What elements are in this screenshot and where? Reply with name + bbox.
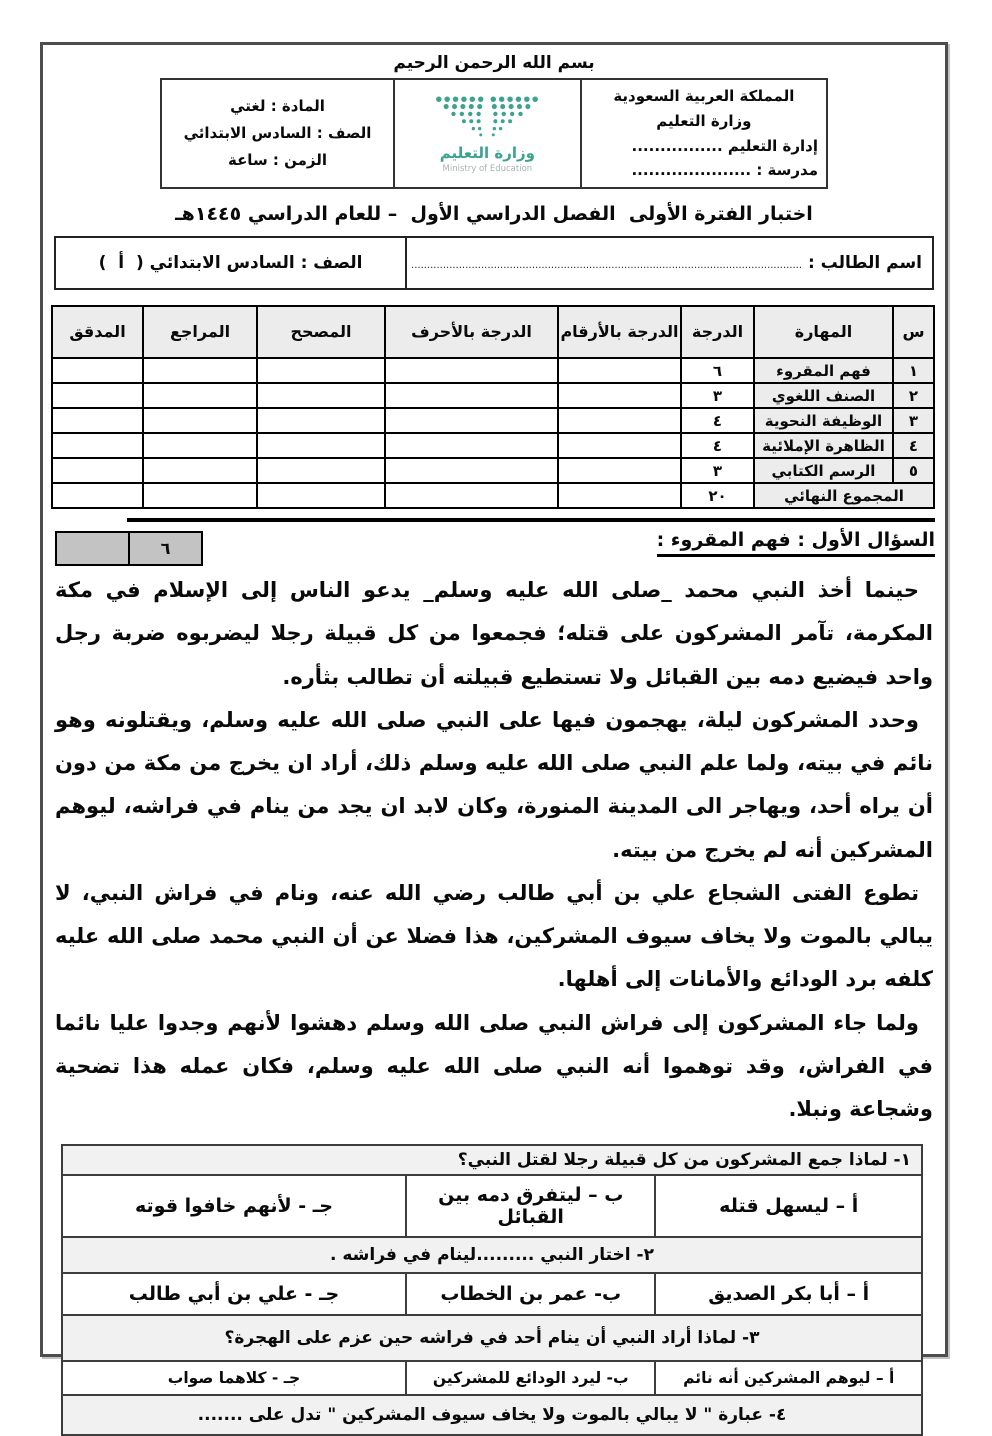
time-line: الزمن : ساعة bbox=[227, 151, 328, 169]
section1-score-box bbox=[55, 531, 203, 566]
question-1-option-c: جـ - لأنهم خافوا قوته bbox=[62, 1175, 406, 1237]
skill-grade: ٦ bbox=[681, 358, 754, 383]
section1-title: السؤال الأول : فهم المقروء : bbox=[657, 529, 935, 557]
blank-cell bbox=[143, 458, 257, 483]
blank-cell bbox=[52, 408, 143, 433]
question-1-row bbox=[62, 1145, 922, 1175]
student-name-field[interactable]: ........................................................................................................................... bbox=[411, 260, 803, 271]
skill-grade: ٤ bbox=[681, 433, 754, 458]
question-2-option-a: أ – أبا بكر الصديق bbox=[655, 1273, 922, 1315]
blank-cell bbox=[143, 383, 257, 408]
blank-cell bbox=[385, 358, 558, 383]
blank-cell bbox=[52, 433, 143, 458]
grades-header-row bbox=[52, 306, 934, 358]
question-3-text: ٣- لماذا أراد النبي أن ينام أحد في فراشه حين عزم على الهجرة؟ bbox=[62, 1315, 922, 1361]
exam-title: اختبار الفترة الأولى الفصل الدراسي الأول – للعام الدراسي ١٤٤٥هـ bbox=[175, 203, 813, 225]
blank-cell bbox=[143, 358, 257, 383]
question-2-row bbox=[62, 1237, 922, 1273]
passage-paragraph: وحدد المشركون ليلة، يهجمون فيها على النبي صلى الله عليه وسلم، ويقتلونه وهو نائم في بيته، ولما علم النبي صلى الله عليه وسلم ذلك، أراد ان يخرج من مكة من دون أن يراه أحد، ويهاجر الى المدينة المنورة، وكان لابد ان يجد من ينام في فراشه، ليوهم المشركين أنه لم يخرج من بيته. bbox=[55, 707, 933, 862]
blank-cell bbox=[385, 483, 558, 508]
skill-row bbox=[52, 408, 934, 433]
blank-cell bbox=[52, 358, 143, 383]
skill-row bbox=[52, 458, 934, 483]
grade-line: الصف : السادس الابتدائي bbox=[183, 124, 372, 142]
question-1-option-a: أ – ليسهل قتله bbox=[655, 1175, 922, 1237]
passage-paragraph: ولما جاء المشركون إلى فراش النبي صلى الله وسلم دهشوا لأنهم وجدوا عليا نائما في الفراش، وقد توهموا أنه النبي صلى الله عليه وسلم، فكان عمله هذا تضحية وشجاعة ونبلا. bbox=[55, 1010, 933, 1121]
col-grade-letters: الدرجة بالأحرف bbox=[385, 306, 558, 358]
total-value: ٢٠ bbox=[681, 483, 754, 508]
skill-name: الرسم الكتابي bbox=[754, 458, 893, 483]
blank-cell bbox=[558, 458, 681, 483]
question-4-row bbox=[62, 1395, 922, 1435]
question-2-text: ٢- اختار النبي .........لينام في فراشه . bbox=[62, 1237, 922, 1273]
col-auditor: المدقق bbox=[52, 306, 143, 358]
school-line: مدرسة : ..................... bbox=[631, 161, 818, 180]
edu-admin-line: إدارة التعليم ................ bbox=[631, 136, 818, 155]
section1-header bbox=[53, 529, 935, 566]
blank-cell bbox=[52, 483, 143, 508]
question-3-options bbox=[62, 1361, 922, 1395]
kingdom-line: المملكة العربية السعودية bbox=[613, 87, 795, 105]
skill-name: الظاهرة الإملائية bbox=[754, 433, 893, 458]
blank-cell bbox=[385, 458, 558, 483]
class-section-label: الصف : السادس الابتدائي ( أ ) bbox=[55, 237, 406, 289]
total-row bbox=[52, 483, 934, 508]
blank-cell bbox=[558, 408, 681, 433]
col-grade: الدرجة bbox=[681, 306, 754, 358]
skill-grade: ٤ bbox=[681, 408, 754, 433]
question-2-option-b: ب- عمر بن الخطاب bbox=[406, 1273, 655, 1315]
page-frame bbox=[40, 42, 948, 1426]
question-3-row bbox=[62, 1315, 922, 1361]
section1-score-value: ٦ bbox=[129, 532, 202, 565]
col-number: س bbox=[893, 306, 934, 358]
skill-grade: ٣ bbox=[681, 458, 754, 483]
row-number: ٣ bbox=[893, 408, 934, 433]
blank-cell bbox=[558, 483, 681, 508]
blank-cell bbox=[257, 383, 385, 408]
passage-paragraph: تطوع الفتى الشجاع علي بن أبي طالب رضي الله عنه، ونام في فراش النبي، لا يبالي بالموت ولا يخاف سيوف المشركين، هذا فضلا عن أن النبي محمد صلى الله عليه كلفه برد الودائع والأمانات إلى أهلها. bbox=[55, 880, 933, 992]
logo-english-text: Ministry of Education bbox=[442, 163, 533, 174]
ministry-logo bbox=[394, 79, 581, 188]
exam-info-cell bbox=[161, 79, 394, 188]
blank-cell bbox=[257, 433, 385, 458]
question-1-text: ١- لماذا جمع المشركون من كل قبيلة رجلا لقتل النبي؟ bbox=[62, 1145, 922, 1175]
skill-row bbox=[52, 433, 934, 458]
row-number: ٢ bbox=[893, 383, 934, 408]
blank-cell bbox=[257, 358, 385, 383]
blank-cell bbox=[558, 383, 681, 408]
blank-cell bbox=[257, 458, 385, 483]
blank-cell bbox=[558, 358, 681, 383]
passage-paragraph: حينما أخذ النبي محمد _صلى الله عليه وسلم_ يدعو الناس إلى الإسلام في مكة المكرمة، تآمر المشركون على قتله؛ فجمعوا من كل قبيلة رجلا ليضربوه ضربة رجل واحد فيضيع دمه بين القبائل ولا تستطيع قبيلته أن تطالب بثأره. bbox=[55, 578, 933, 689]
blank-cell bbox=[257, 483, 385, 508]
section-divider bbox=[127, 518, 935, 522]
total-label: المجموع النهائي bbox=[754, 483, 934, 508]
ministry-logo-dots-icon bbox=[424, 94, 550, 138]
grades-table bbox=[51, 305, 935, 509]
blank-cell bbox=[385, 408, 558, 433]
question-2-options bbox=[62, 1273, 922, 1315]
row-number: ١ bbox=[893, 358, 934, 383]
blank-cell bbox=[385, 383, 558, 408]
ministry-header-table bbox=[160, 78, 828, 189]
row-number: ٤ bbox=[893, 433, 934, 458]
subject-line: المادة : لغتي bbox=[230, 97, 325, 115]
question-1-options bbox=[62, 1175, 922, 1237]
skill-name: الصنف اللغوي bbox=[754, 383, 893, 408]
col-grade-numeric: الدرجة بالأرقام bbox=[558, 306, 681, 358]
question-3-option-b: ب- ليرد الودائع للمشركين bbox=[406, 1361, 655, 1395]
col-skill: المهارة bbox=[754, 306, 893, 358]
student-name-cell bbox=[406, 237, 933, 289]
student-info-table bbox=[54, 236, 934, 290]
question-3-option-c: جـ - كلاهما صواب bbox=[62, 1361, 406, 1395]
blank-cell bbox=[52, 458, 143, 483]
questions-table bbox=[61, 1144, 923, 1436]
blank-cell bbox=[385, 433, 558, 458]
blank-cell bbox=[143, 483, 257, 508]
question-3-option-a: أ – ليوهم المشركين أنه نائم bbox=[655, 1361, 922, 1395]
col-reviewer: المراجع bbox=[143, 306, 257, 358]
skill-grade: ٣ bbox=[681, 383, 754, 408]
blank-cell bbox=[143, 408, 257, 433]
question-2-option-c: جـ - علي بن أبي طالب bbox=[62, 1273, 406, 1315]
skill-name: فهم المقروء bbox=[754, 358, 893, 383]
col-corrector: المصحح bbox=[257, 306, 385, 358]
skill-row bbox=[52, 383, 934, 408]
ministry-line: وزارة التعليم bbox=[656, 111, 752, 130]
ministry-info-cell bbox=[581, 79, 827, 188]
blank-cell bbox=[257, 408, 385, 433]
skill-row bbox=[52, 358, 934, 383]
basmala: بسم الله الرحمن الرحيم bbox=[393, 53, 595, 73]
logo-arabic-text: وزارة التعليم bbox=[439, 143, 535, 162]
blank-cell bbox=[143, 433, 257, 458]
blank-cell bbox=[558, 433, 681, 458]
question-1-option-b: ب – ليتفرق دمه بين القبائل bbox=[406, 1175, 655, 1237]
skill-name: الوظيفة النحوية bbox=[754, 408, 893, 433]
question-4-text: ٤- عبارة " لا يبالي بالموت ولا يخاف سيوف المشركين " تدل على ....... bbox=[62, 1395, 922, 1435]
row-number: ٥ bbox=[893, 458, 934, 483]
student-name-label: اسم الطالب : bbox=[802, 253, 922, 273]
reading-passage bbox=[53, 569, 935, 1131]
section1-score-blank bbox=[56, 532, 129, 565]
blank-cell bbox=[52, 383, 143, 408]
